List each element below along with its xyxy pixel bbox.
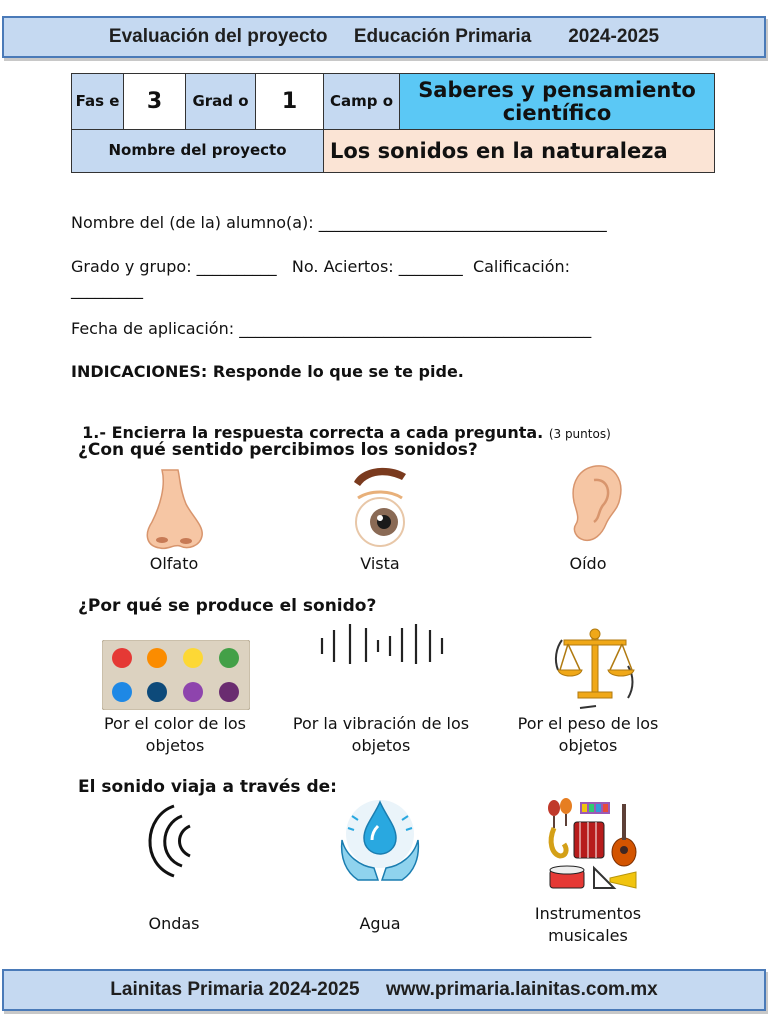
option-ondas[interactable]: Ondas <box>148 914 200 933</box>
nose-icon[interactable] <box>140 466 210 552</box>
footer-url[interactable]: www.primaria.lainitas.com.mx <box>385 979 658 1000</box>
project-name-value: Los sonidos en la naturaleza <box>324 130 715 173</box>
fase-label: Fas e <box>72 74 124 130</box>
question-2: ¿Por qué se produce el sonido? <box>78 596 377 616</box>
footer-band <box>2 969 766 1011</box>
eye-icon[interactable] <box>346 464 414 552</box>
date-field[interactable]: Fecha de aplicación: ____________________________________________ <box>71 319 592 338</box>
grade-blank[interactable]: _________ <box>71 280 143 299</box>
waves-icon[interactable] <box>136 802 196 880</box>
option-peso[interactable]: Por el peso de los objetos <box>517 714 659 755</box>
project-name-label: Nombre del proyecto <box>72 130 324 173</box>
header-title: Evaluación del proyecto <box>108 26 328 47</box>
option-oido[interactable]: Oído <box>569 554 607 573</box>
option-olfato[interactable]: Olfato <box>149 554 199 573</box>
musical-instruments-icon[interactable] <box>544 798 640 894</box>
grado-value: 1 <box>256 74 324 130</box>
header-band <box>2 16 766 58</box>
section-title: 1.- Encierra la respuesta correcta a cada pregunta. (3 puntos) <box>82 423 611 442</box>
option-vibracion[interactable]: Por la vibración de los objetos <box>292 714 470 755</box>
project-info-table <box>71 73 715 173</box>
option-instrumentos[interactable]: Instrumentos musicales <box>534 904 642 945</box>
option-color[interactable]: Por el color de los objetos <box>103 714 247 755</box>
campo-label: Camp o <box>324 74 400 130</box>
question-1: ¿Con qué sentido percibimos los sonidos? <box>78 440 478 460</box>
option-agua[interactable]: Agua <box>359 914 401 933</box>
grade-group-field[interactable]: Grado y grupo: __________ No. Aciertos: ________ Calificación: <box>71 257 571 276</box>
footer-brand: Lainitas Primaria 2024-2025 <box>110 979 360 1000</box>
header-level: Educación Primaria <box>353 26 532 47</box>
color-palette-icon[interactable] <box>102 640 250 710</box>
ear-icon[interactable] <box>568 462 626 544</box>
sound-wave-icon[interactable] <box>318 622 446 666</box>
grado-label: Grad o <box>186 74 256 130</box>
student-name-field[interactable]: Nombre del (de la) alumno(a): ____________________________________ <box>71 213 607 232</box>
campo-value: Saberes y pensamiento científico <box>400 74 715 130</box>
header-year: 2024-2025 <box>568 26 660 47</box>
option-vista[interactable]: Vista <box>360 554 400 573</box>
balance-scale-icon[interactable] <box>552 626 638 710</box>
water-hands-icon[interactable] <box>338 796 422 882</box>
fase-value: 3 <box>124 74 186 130</box>
section-points: (3 puntos) <box>548 427 611 441</box>
question-3: El sonido viaja a través de: <box>78 777 337 797</box>
instructions: INDICACIONES: Responde lo que se te pide. <box>71 362 464 381</box>
